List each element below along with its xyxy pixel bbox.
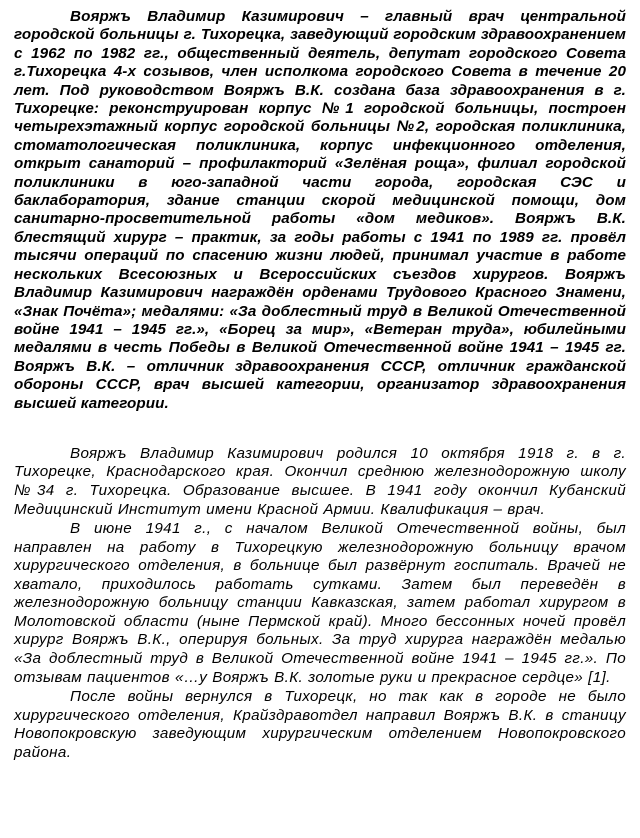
biography-section xyxy=(14,445,626,762)
summary-section xyxy=(14,8,626,413)
summary-paragraph: Вояржъ Владимир Казимирович – главный врач центральной городской больницы г. Тихорецка, заведующий городским здравоохранением с 1962 по 1982 гг., общественный деятель, депутат городского Совета г.Тихорецка 4-х созывов, член исполкома городского Совета в течение 20 лет. Под руководством Вояржъ В.К. создана база здравоохранения в г. Тихорецке: реконструирован корпус №1 городской больницы, построен четырехэтажный корпус городской больницы №2, городская поликлиника, стоматологическая поликлиника, корпус инфекционного отделения, открыт санаторий – профилакторий «Зелёная роща», филиал городской поликлиники в юго-западной части города, городская СЭС и баклаборатория, здание станции скорой медицинской помощи, дом санитарно-просветительной работы «дом медиков». Вояржъ В.К. блестящий хирург – практик, за годы работы с 1941 по 1989 гг. провёл тысячи операций по спасению жизни людей, принимал участие в работе нескольких Всесоюзных и Всероссийских съездов хирургов. Вояржъ Владимир Казимирович награждён орденами Трудового Красного Знамени, «Знак Почёта»; медалями: «За доблестный труд в Великой Отечественной войне 1941 – 1945 гг.», «Борец за мир», «Ветеран труда», юбилейными медалями в честь Победы в Великой Отечественной войне 1941 – 1945 гг. Вояржъ В.К. – отличник здравоохранения СССР, отличник гражданской обороны СССР, врач высшей категории, организатор здравоохранения высшей категории. xyxy=(14,8,626,412)
biography-paragraph-after-war: После войны вернулся в Тихорецк, но так как в городе не было хирургического отделения, Крайздравотдел направил Вояржъ В.К. в станицу Новопокровскую заведующим хирургическим отделением Новопокровского района. xyxy=(14,688,626,761)
biography-paragraph-war-years: В июне 1941 г., с началом Великой Отечественной войны, был направлен на работу в Тихорецкую железнодорожную больницу врачом хирургического отделения, в больнице был развёрнут госпиталь. Врачей не хватало, приходилось работать сутками. Затем был переведён в железнодорожную больницу станции Кавказская, затем работал хирургом в Молотовской области (ныне Пермской край). Много бессонных ночей провёл хирург Вояржъ В.К., оперируя больных. За труд хирурга награждён медалью «За доблестный труд в Великой Отечественной войне 1941 – 1945 гг.». По отзывам пациентов «…у Вояржъ В.К. золотые руки и прекрасное сердце» [1]. xyxy=(14,520,626,686)
document-page xyxy=(14,8,626,762)
biography-paragraph-birth-education: Вояржъ Владимир Казимирович родился 10 октября 1918 г. в г. Тихорецке, Краснодарского края. Окончил среднюю железнодорожную школу №34 г. Тихорецка. Образование высшее. В 1941 году окончил Кубанский Медицинский Институт имени Красной Армии. Квалификация – врач. xyxy=(14,444,626,518)
